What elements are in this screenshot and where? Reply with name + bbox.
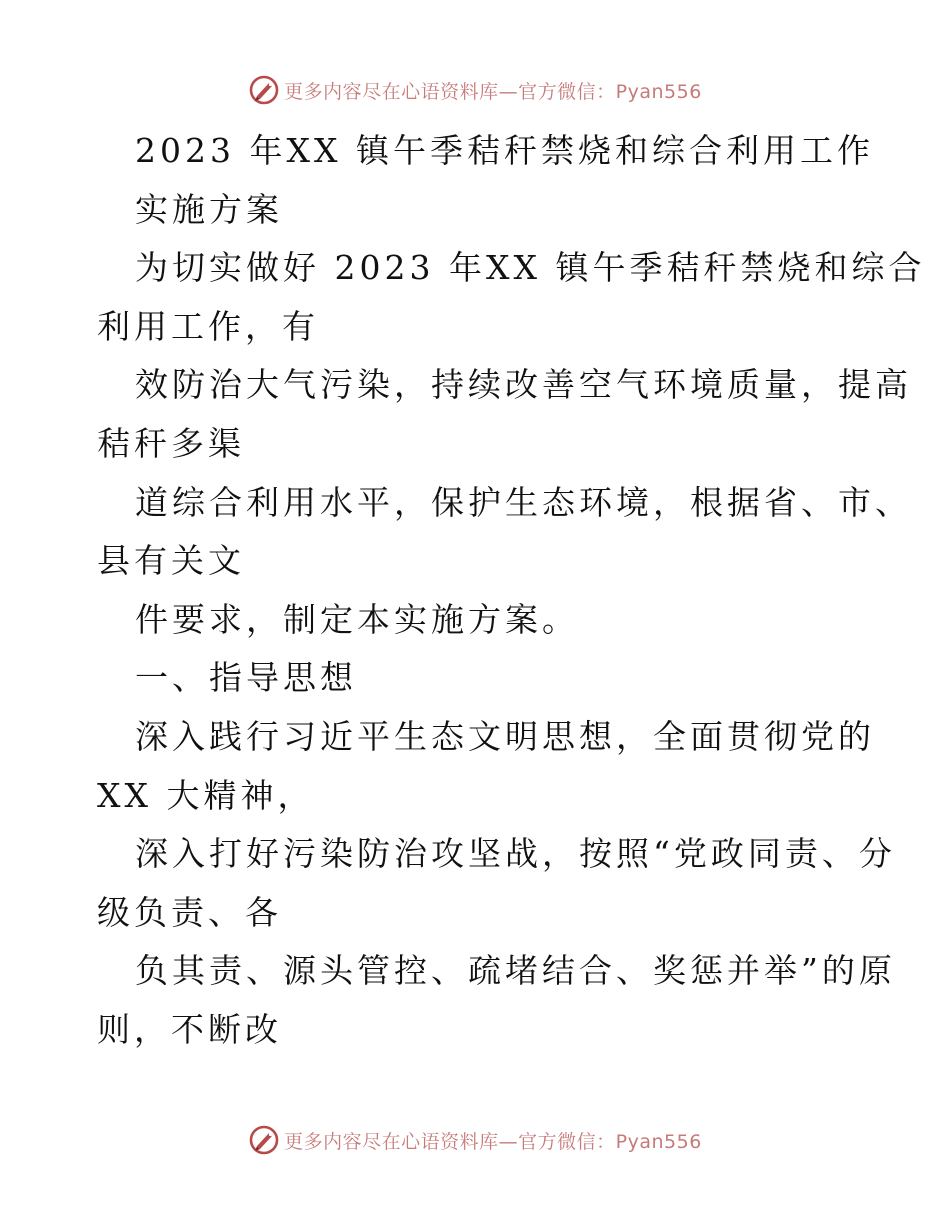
document-body <box>97 122 926 1060</box>
text-line: XX 大精神， <box>97 775 315 815</box>
header-watermark <box>0 72 950 108</box>
text-line: 利用工作，有 <box>97 306 319 346</box>
footer-watermark <box>0 1122 950 1158</box>
text-line: 为切实做好 2023 年XX 镇午季秸秆禁烧和综合 <box>135 248 926 288</box>
text-line: 道综合利用水平，保护生态环境，根据省、市、 <box>135 482 912 522</box>
watermark-text: 更多内容尽在心语资料库—官方微信：Pyan556 <box>284 80 702 103</box>
pen-logo-icon <box>248 1124 280 1156</box>
text-line: 级负责、各 <box>97 892 282 932</box>
text-line: 深入践行习近平生态文明思想，全面贯彻党的 <box>135 716 875 756</box>
text-line: 秸秆多渠 <box>97 423 245 463</box>
watermark-text: 更多内容尽在心语资料库—官方微信：Pyan556 <box>284 1130 702 1153</box>
text-line: 县有关文 <box>97 541 245 581</box>
pen-logo-icon <box>248 74 280 106</box>
text-line: 负其责、源头管控、疏堵结合、奖惩并举”的原 <box>135 951 896 991</box>
section-heading: 一、指导思想 <box>135 658 357 698</box>
text-line: 2023 年XX 镇午季秸秆禁烧和综合利用工作 <box>135 131 874 170</box>
text-line: 深入打好污染防治攻坚战，按照“党政同责、分 <box>135 834 896 874</box>
text-line: 则，不断改 <box>97 1009 282 1049</box>
text-line: 实施方案 <box>135 189 283 229</box>
text-line: 效防治大气污染，持续改善空气环境质量，提高 <box>135 365 912 405</box>
text-line: 件要求，制定本实施方案。 <box>135 599 579 639</box>
